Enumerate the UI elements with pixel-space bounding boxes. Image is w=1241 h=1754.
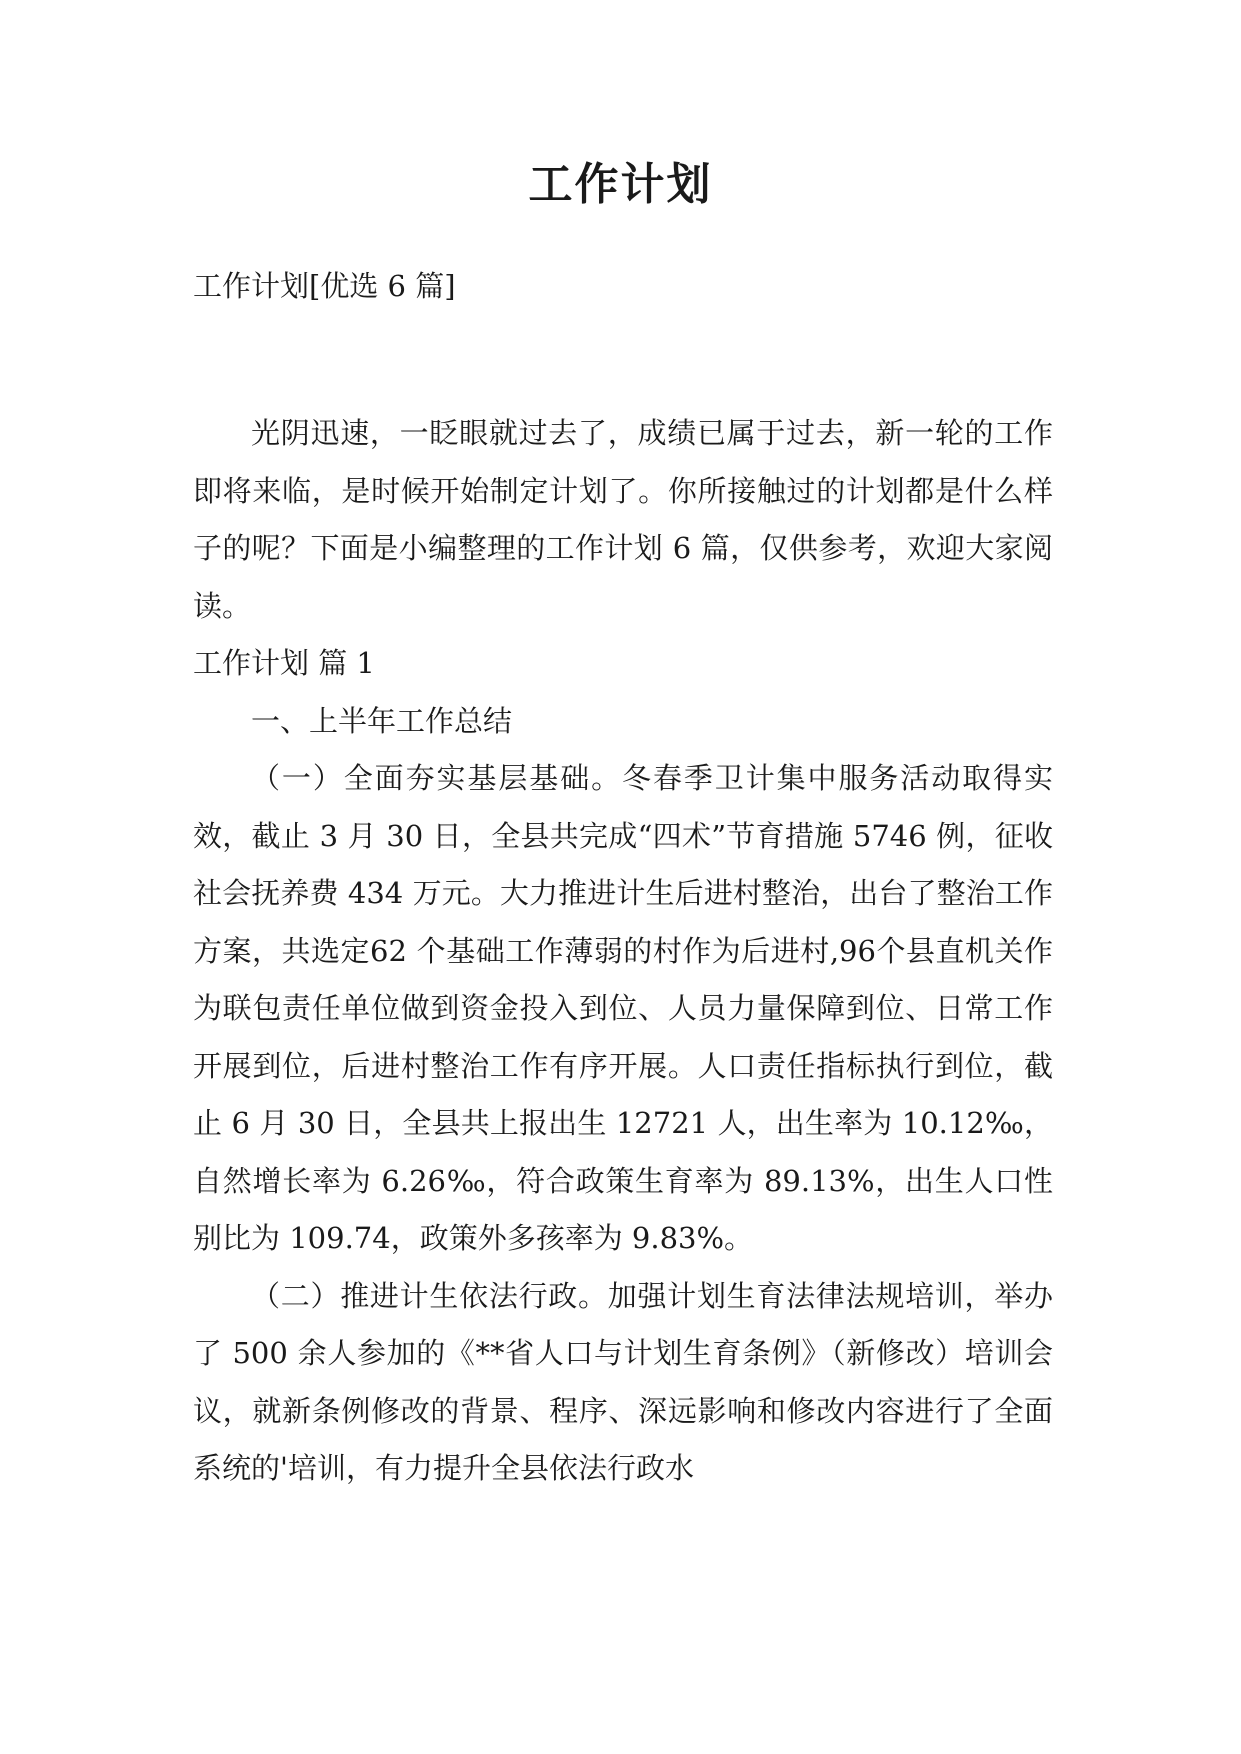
body-paragraph: （二）推进计生依法行政。加强计划生育法律法规培训，举办了 500 余人参加的《**省人口与计划生育条例》（新修改）培训会议，就新条例修改的背景、程序、深远影响和修改内容进行了全面系统的'培训，有力提升全县依法行政水 [193,1278,1053,1485]
document-title: 工作计划 [528,159,713,210]
body-paragraph: （一）全面夯实基层基础。冬春季卫计集中服务活动取得实效，截止 3 月 30 日，全县共完成“四术”节育措施 5746 例，征收社会抚养费 434 万元。大力推进计生后进村整治，出台了整治工作方案，共选定62 个基础工作薄弱的村作为后进村,96个县直机关作为联包责任单位做到资金投入到位、人员力量保障到位、日常工作开展到位，后进村整治工作有序开展。人口责任指标执行到位，截止 6 月 30 日，全县共上报出生 12721 人，出生率为 10.12‰，自然增长率为 6.26‰，符合政策生育率为 89.13%，出生人口性别比为 109.74，政策外多孩率为 9.83%。 [193,761,1053,1255]
document-subtitle: 工作计划[优选 6 篇] [193,269,456,303]
intro-paragraph: 光阴迅速，一眨眼就过去了，成绩已属于过去，新一轮的工作即将来临，是时候开始制定计划了。你所接触过的计划都是什么样子的呢？下面是小编整理的工作计划 6 篇，仅供参考，欢迎大家阅读。 [193,416,1053,623]
document-body [193,405,1053,1498]
section-heading: 工作计划 篇 1 [193,646,375,680]
sub-heading: 一、上半年工作总结 [251,703,513,738]
